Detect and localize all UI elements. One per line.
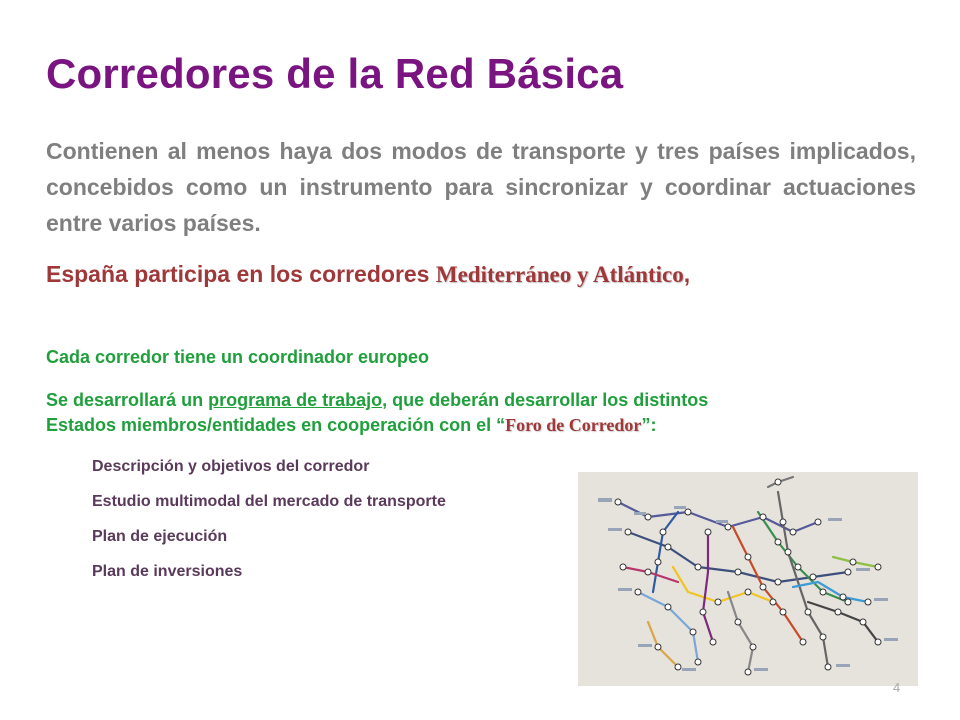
spain-corridors-line xyxy=(46,261,690,288)
coordinator-line: Cada corredor tiene un coordinador europeo xyxy=(46,347,430,367)
program-before: Se desarrollará un xyxy=(46,390,209,410)
page-number: 4 xyxy=(893,680,901,695)
program-line2-before: Estados miembros/entidades en cooperación con el “ xyxy=(46,415,506,435)
slide-title: Corredores de la Red Básica xyxy=(46,50,624,97)
list-item: Plan de inversiones xyxy=(92,563,243,580)
corridor-network-map xyxy=(578,472,918,686)
corridor-forum: Foro de Corredor xyxy=(505,415,642,435)
spain-prefix: España participa en los corredores xyxy=(46,261,436,287)
program-line2-after: ”: xyxy=(641,415,657,435)
list-item: Plan de ejecución xyxy=(92,528,228,545)
work-program-text xyxy=(46,388,708,438)
corridor-map-graphic xyxy=(578,472,918,686)
list-item: Descripción y objetivos del corredor xyxy=(92,458,370,475)
spain-suffix: , xyxy=(683,261,691,287)
program-middle: , que deberán desarrollar los distintos xyxy=(382,390,709,410)
work-program-items xyxy=(92,456,446,596)
intro-paragraph: Contienen al menos haya dos modos de transporte y tres países implicados, concebidos como un instrumento para sincronizar y coordinar actuaciones entre varios países. xyxy=(46,138,916,236)
list-item: Estudio multimodal del mercado de transporte xyxy=(92,493,446,510)
work-program-link[interactable]: programa de trabajo xyxy=(208,390,383,410)
corridor-names: Mediterráneo y Atlántico xyxy=(435,262,684,287)
